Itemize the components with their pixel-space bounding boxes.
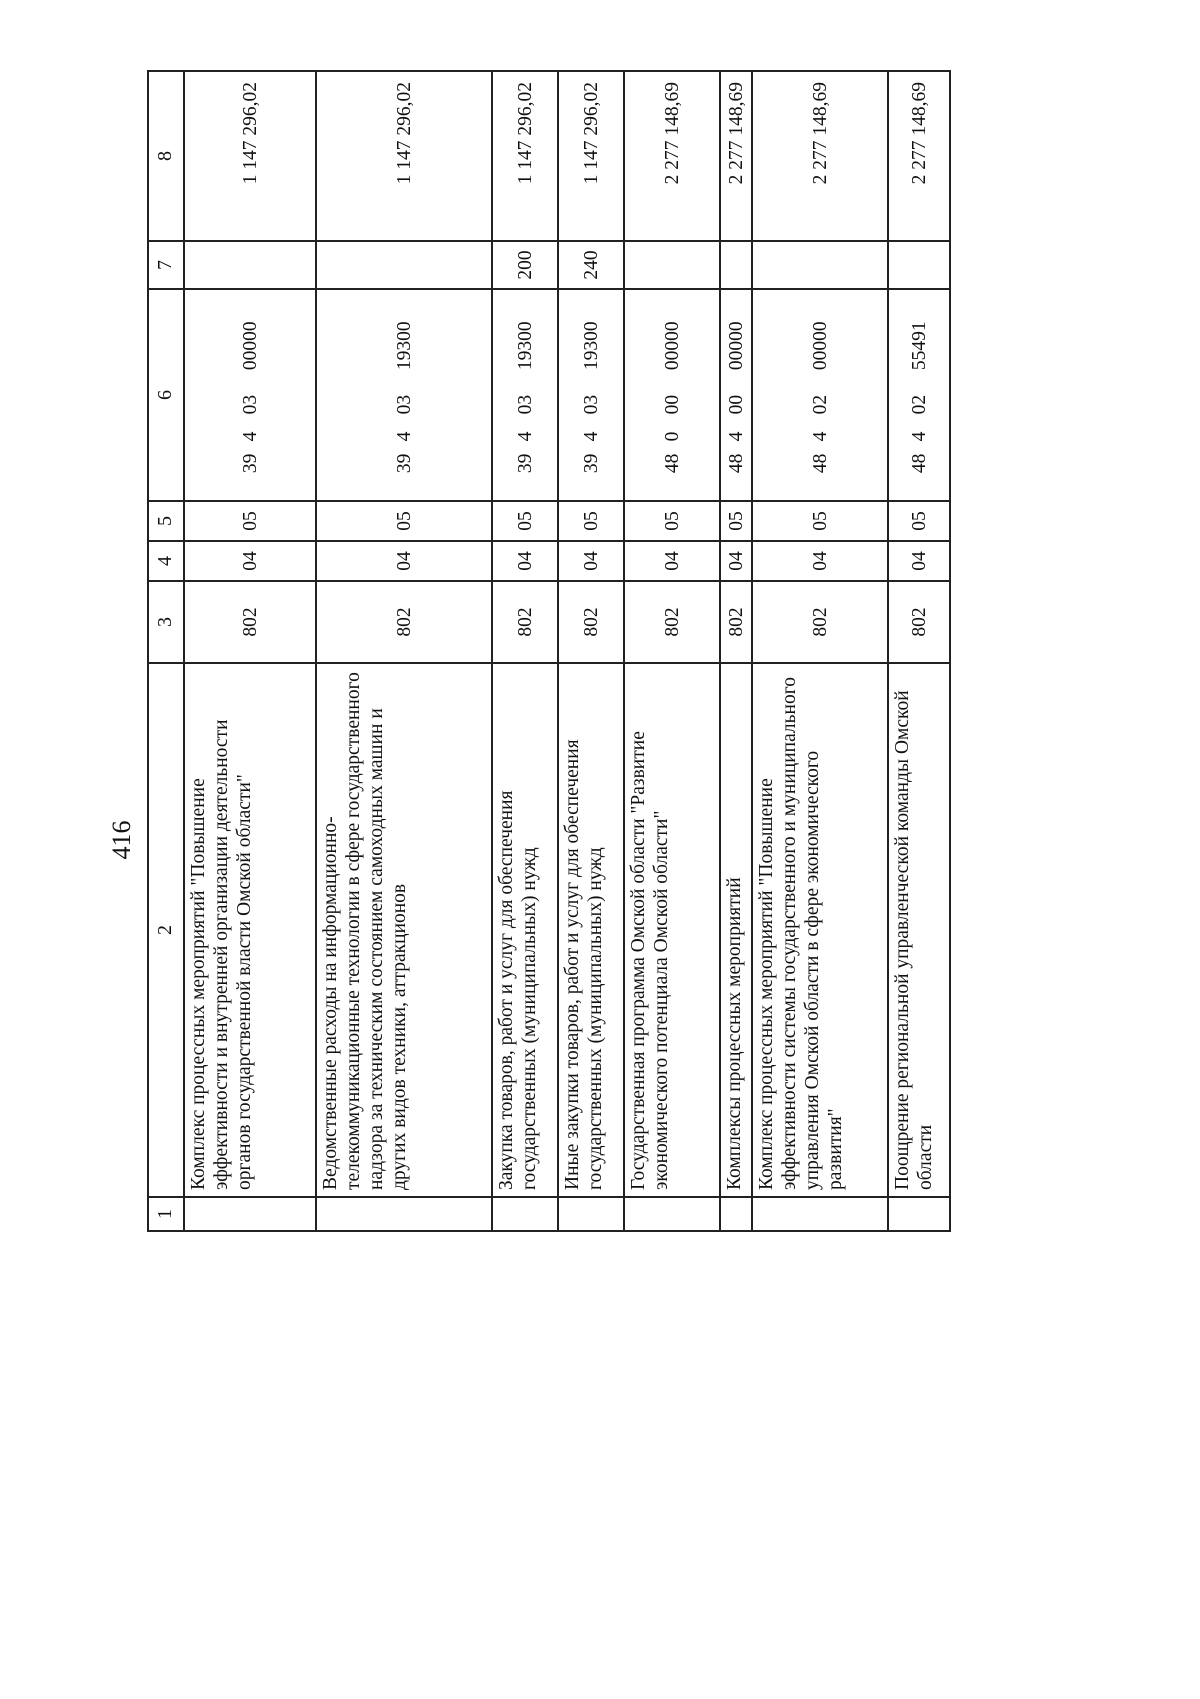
table-row (624, 71, 720, 1231)
subprogram-code: 4 (514, 431, 536, 442)
row-expense-type-cell (184, 241, 316, 289)
row-subsection-cell: 05 (316, 501, 492, 541)
row-expense-type-cell (316, 241, 492, 289)
row-subsection-cell: 05 (624, 501, 720, 541)
header-col-6: 6 (148, 289, 184, 501)
row-section-cell: 04 (316, 541, 492, 581)
row-target-article-cell (752, 289, 888, 501)
table-sheet (147, 72, 1067, 1232)
row-subsection-cell: 05 (492, 501, 558, 541)
row-target-article-cell (888, 289, 950, 501)
row-target-article-cell (624, 289, 720, 501)
row-target-article-cell (492, 289, 558, 501)
program-code: 39 (239, 453, 261, 474)
row-ministry-code-cell: 802 (624, 581, 720, 663)
subprogram-code: 4 (809, 431, 831, 442)
row-expense-type-cell (752, 241, 888, 289)
main-event-code: 03 (514, 394, 536, 415)
row-section-cell: 04 (888, 541, 950, 581)
row-number-cell (316, 1197, 492, 1231)
row-description-cell: Комплекс процессных мероприятий "Повышение эффективности системы государственного и муниципального управления Омской области в сфере экономического развития" (752, 663, 888, 1197)
row-target-article-cell (720, 289, 752, 501)
row-amount-cell: 2 277 148,69 (752, 71, 888, 241)
subprogram-code: 4 (393, 431, 415, 442)
program-code: 39 (580, 453, 602, 474)
row-subsection-cell: 05 (888, 501, 950, 541)
row-amount-cell: 1 147 296,02 (316, 71, 492, 241)
program-code: 48 (908, 453, 930, 474)
row-ministry-code-cell: 802 (752, 581, 888, 663)
table-row (316, 71, 492, 1231)
row-description-cell: Закупка товаров, работ и услуг для обеспечения государственных (муниципальных) нужд (492, 663, 558, 1197)
row-description-cell: Иные закупки товаров, работ и услуг для обеспечения государственных (муниципальных) нужд (558, 663, 624, 1197)
row-section-cell: 04 (624, 541, 720, 581)
direction-code: 19300 (393, 321, 415, 371)
row-amount-cell: 1 147 296,02 (492, 71, 558, 241)
row-target-article-cell (184, 289, 316, 501)
direction-code: 19300 (514, 321, 536, 371)
row-description-cell: Поощрение региональной управленческой команды Омской области (888, 663, 950, 1197)
row-number-cell (492, 1197, 558, 1231)
row-ministry-code-cell: 802 (184, 581, 316, 663)
row-amount-cell: 2 277 148,69 (720, 71, 752, 241)
subprogram-code: 4 (725, 431, 747, 442)
row-section-cell: 04 (752, 541, 888, 581)
row-ministry-code-cell: 802 (316, 581, 492, 663)
direction-code: 00000 (725, 321, 747, 371)
row-subsection-cell: 05 (558, 501, 624, 541)
main-event-code: 03 (239, 394, 261, 415)
row-number-cell (752, 1197, 888, 1231)
program-code: 48 (809, 453, 831, 474)
main-event-code: 02 (809, 394, 831, 415)
row-ministry-code-cell: 802 (492, 581, 558, 663)
row-ministry-code-cell: 802 (558, 581, 624, 663)
direction-code: 00000 (239, 321, 261, 371)
row-number-cell (888, 1197, 950, 1231)
row-amount-cell: 1 147 296,02 (558, 71, 624, 241)
row-number-cell (558, 1197, 624, 1231)
rotated-table-area (147, 72, 1067, 1232)
row-subsection-cell: 05 (184, 501, 316, 541)
row-subsection-cell: 05 (752, 501, 888, 541)
row-number-cell (624, 1197, 720, 1231)
table-row (184, 71, 316, 1231)
header-col-5: 5 (148, 501, 184, 541)
direction-code: 19300 (580, 321, 602, 371)
row-expense-type-cell: 200 (492, 241, 558, 289)
header-col-2: 2 (148, 663, 184, 1197)
row-section-cell: 04 (492, 541, 558, 581)
main-event-code: 00 (725, 394, 747, 415)
row-expense-type-cell (720, 241, 752, 289)
table-row (752, 71, 888, 1231)
row-amount-cell: 1 147 296,02 (184, 71, 316, 241)
row-expense-type-cell (624, 241, 720, 289)
header-col-7: 7 (148, 241, 184, 289)
row-amount-cell: 2 277 148,69 (888, 71, 950, 241)
table-row (558, 71, 624, 1231)
row-expense-type-cell (888, 241, 950, 289)
main-event-code: 00 (661, 394, 683, 415)
table-row (888, 71, 950, 1231)
program-code: 48 (725, 453, 747, 474)
row-target-article-cell (558, 289, 624, 501)
row-amount-cell: 2 277 148,69 (624, 71, 720, 241)
row-number-cell (184, 1197, 316, 1231)
row-section-cell: 04 (184, 541, 316, 581)
direction-code: 00000 (809, 321, 831, 371)
subprogram-code: 0 (661, 431, 683, 442)
budget-table (147, 70, 951, 1232)
row-ministry-code-cell: 802 (720, 581, 752, 663)
header-row (148, 71, 184, 1231)
table-row (492, 71, 558, 1231)
row-description-cell: Ведомственные расходы на информационно-телекоммуникационные технологии в сфере государственного надзора за техническим состоянием самоходных машин и других видов техники, аттракционов (316, 663, 492, 1197)
main-event-code: 03 (580, 394, 602, 415)
direction-code: 00000 (661, 321, 683, 371)
main-event-code: 03 (393, 394, 415, 415)
row-number-cell (720, 1197, 752, 1231)
row-section-cell: 04 (558, 541, 624, 581)
main-event-code: 02 (908, 394, 930, 415)
header-col-4: 4 (148, 541, 184, 581)
page-number: 416 (107, 820, 136, 860)
row-description-cell: Государственная программа Омской области "Развитие экономического потенциала Омской области" (624, 663, 720, 1197)
subprogram-code: 4 (239, 431, 261, 442)
program-code: 48 (661, 453, 683, 474)
row-ministry-code-cell: 802 (888, 581, 950, 663)
row-section-cell: 04 (720, 541, 752, 581)
header-col-3: 3 (148, 581, 184, 663)
row-target-article-cell (316, 289, 492, 501)
header-col-1: 1 (148, 1197, 184, 1231)
program-code: 39 (514, 453, 536, 474)
direction-code: 55491 (908, 321, 930, 371)
header-col-8: 8 (148, 71, 184, 241)
row-description-cell: Комплексы процессных мероприятий (720, 663, 752, 1197)
subprogram-code: 4 (580, 431, 602, 442)
row-expense-type-cell: 240 (558, 241, 624, 289)
table-row (720, 71, 752, 1231)
row-description-cell: Комплекс процессных мероприятий "Повышение эффективности и внутренней организации деятельности органов государственной власти Омской области" (184, 663, 316, 1197)
row-subsection-cell: 05 (720, 501, 752, 541)
subprogram-code: 4 (908, 431, 930, 442)
program-code: 39 (393, 453, 415, 474)
